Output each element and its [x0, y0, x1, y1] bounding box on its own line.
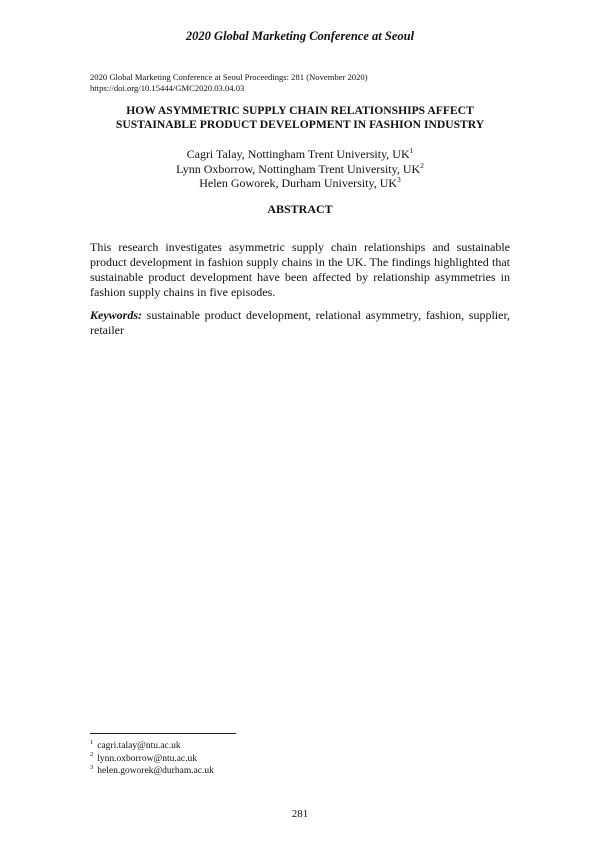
footnote-email[interactable]: helen.goworek@durham.ac.uk	[97, 766, 214, 776]
abstract-body: This research investigates asymmetric supply chain relationships and sustainable product development in fashion supply chains in the UK. The findings highlighted that sustainable product development have been affected by relationship asymmetries in fashion supply chains in five episodes.	[90, 240, 510, 299]
footnote-marker: 2	[420, 160, 424, 170]
author-line	[0, 147, 600, 162]
proceedings-info	[90, 72, 368, 94]
page-number: 281	[291, 808, 309, 820]
footnote-marker: 1	[409, 146, 414, 155]
running-header: 2020 Global Marketing Conference at Seoul	[185, 29, 415, 43]
author-affiliation: Cagri Talay, Nottingham Trent University, UK	[186, 147, 410, 161]
footnote-divider	[90, 733, 236, 734]
footnotes	[90, 740, 214, 778]
footnote-email[interactable]: cagri.talay@ntu.ac.uk	[97, 741, 181, 751]
author-line	[0, 162, 600, 177]
abstract-heading: ABSTRACT	[267, 202, 333, 216]
title-line-1: HOW ASYMMETRIC SUPPLY CHAIN RELATIONSHIPS AFFECT	[126, 104, 474, 117]
title-line-2: SUSTAINABLE PRODUCT DEVELOPMENT IN FASHION INDUSTRY	[115, 118, 485, 131]
footnote-number: 2	[90, 751, 94, 759]
footnote-number: 3	[90, 763, 94, 771]
proceedings-citation: 2020 Global Marketing Conference at Seoul Proceedings: 281 (November 2020)	[90, 72, 368, 82]
footnote-email[interactable]: lynn.oxborrow@ntu.ac.uk	[97, 753, 198, 764]
author-affiliation: Lynn Oxborrow, Nottingham Trent University, UK	[176, 161, 421, 176]
author-list	[0, 147, 600, 191]
footnote	[90, 740, 214, 753]
keywords-paragraph	[90, 308, 510, 338]
paper-title	[0, 104, 600, 132]
footnote	[90, 753, 214, 766]
keywords-text: sustainable product development, relational asymmetry, fashion, supplier, retailer	[90, 308, 510, 337]
doi-link[interactable]: https://doi.org/10.15444/GMC2020.03.04.03	[90, 83, 245, 93]
footnote-number: 1	[90, 738, 94, 746]
footnote	[90, 765, 214, 778]
keywords-label: Keywords:	[90, 308, 142, 322]
author-line	[0, 176, 600, 191]
author-affiliation: Helen Goworek, Durham University, UK	[199, 176, 398, 190]
footnote-marker: 3	[397, 175, 401, 184]
